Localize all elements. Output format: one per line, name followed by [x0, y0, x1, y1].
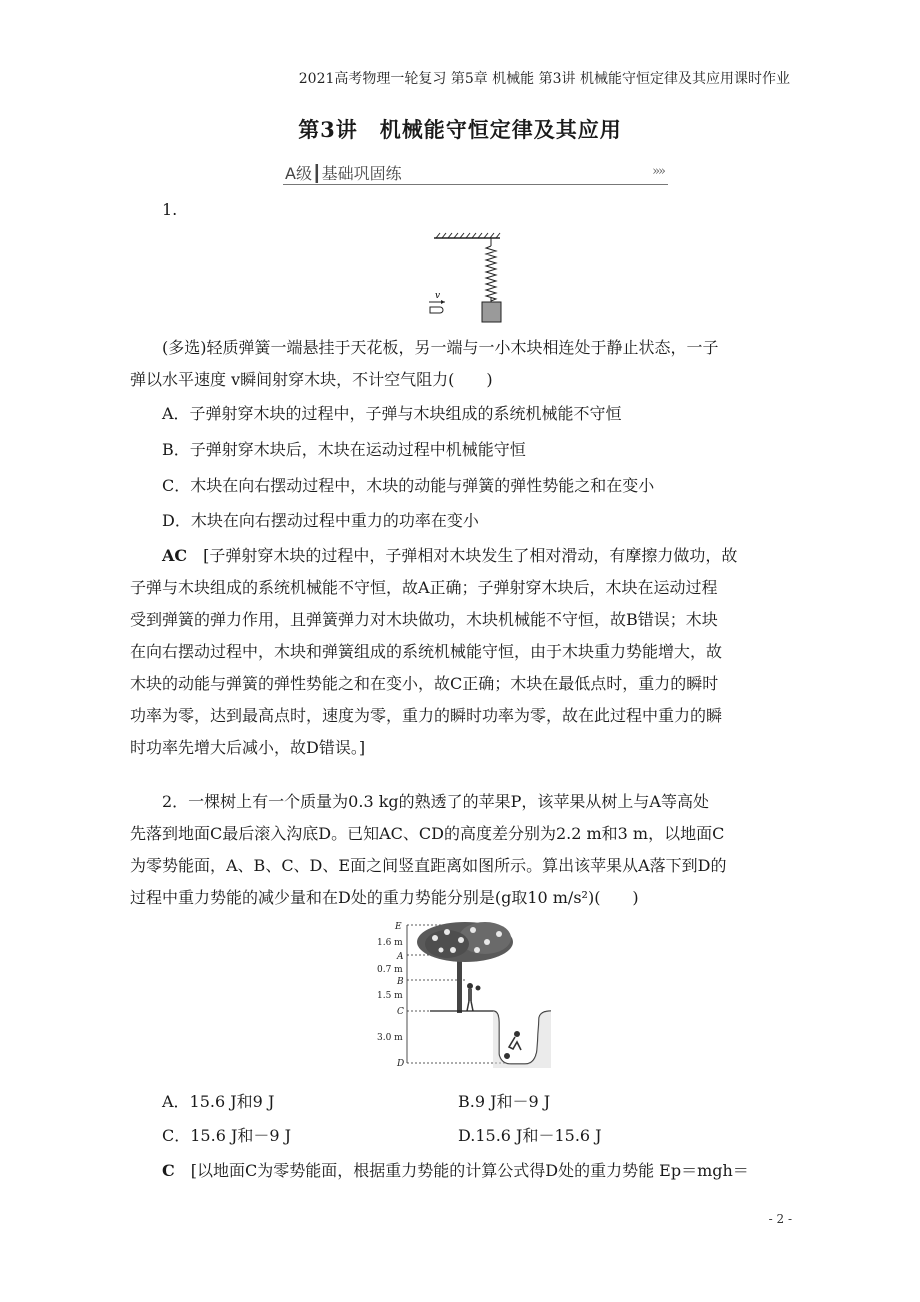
q2-stem-line1: 2．一棵树上有一个质量为0.3 kg的熟透了的苹果P，该苹果从树上与A等高处: [162, 792, 709, 811]
q2-stem-line2: 先落到地面C最后滚入沟底D。已知AC、CD的高度差分别为2.2 m和3 m，以地面C: [130, 824, 725, 843]
section-banner: [283, 160, 668, 185]
q1-explanation-line2: 子弹与木块组成的系统机械能不守恒，故A正确；子弹射穿木块后，木块在运动过程: [130, 578, 718, 597]
q1-explanation-line1: [130, 540, 792, 572]
q1-explanation-line7: 时功率先增大后减小，故D错误。]: [130, 738, 366, 757]
page-header: 2021高考物理一轮复习 第5章 机械能 第3讲 机械能守恒定律及其应用课时作业: [298, 71, 790, 87]
q1-option-b: B．子弹射穿木块后，木块在运动过程中机械能守恒: [162, 440, 526, 459]
q1-option-c: C．木块在向右摆动过程中，木块的动能与弹簧的弹性势能之和在变小: [162, 476, 655, 495]
q1-stem-line2: 弹以水平速度 v瞬间射穿木块，不计空气阻力( ): [130, 370, 493, 389]
q2-answer: C: [162, 1161, 175, 1180]
distance-ea-label: 1.6 m: [377, 938, 403, 948]
q2-option-b: B.9 J和－9 J: [458, 1092, 551, 1111]
point-a-label: A: [397, 952, 404, 962]
q1-explanation-line5: 木块的动能与弹簧的弹性势能之和在变小，故C正确；木块在最低点时，重力的瞬时: [130, 674, 719, 693]
lesson-title: 第3讲 机械能守恒定律及其应用: [298, 117, 622, 142]
page-number: - 2 -: [768, 1212, 792, 1226]
q2-stem-line4: 过程中重力势能的减少量和在D处的重力势能分别是(g取10 m/s²)( ): [130, 888, 639, 907]
q2-explanation-line1: [130, 1155, 792, 1187]
point-d-label: D: [397, 1059, 405, 1068]
point-e-label: E: [395, 922, 402, 932]
point-c-label: C: [397, 1007, 404, 1017]
distance-cd-label: 3.0 m: [377, 1033, 403, 1043]
q1-explanation-line4: 在向右摆动过程中，木块和弹簧组成的系统机械能守恒，由于木块重力势能增大，故: [130, 642, 723, 661]
q1-explanation-line3: 受到弹簧的弹力作用，且弹簧弹力对木块做功，木块机械能不守恒，故B错误；木块: [130, 610, 718, 629]
section-label: A级┃基础巩固练: [285, 164, 402, 183]
q2-option-d: D.15.6 J和－15.6 J: [458, 1126, 602, 1145]
apple-tree-figure: [375, 918, 555, 1068]
chevron-right-icon: »»: [652, 164, 664, 179]
q1-number: 1.: [162, 200, 178, 219]
q1-stem-line1: (多选)轻质弹簧一端悬挂于天花板，另一端与一小木块相连处于静止状态，一子: [162, 338, 719, 357]
distance-ab-label: 0.7 m: [377, 965, 403, 975]
q1-explanation-text1: [子弹射穿木块的过程中，子弹相对木块发生了相对滑动，有摩擦力做功，故: [203, 546, 738, 565]
q1-answer: AC: [162, 546, 188, 565]
q1-explanation-line6: 功率为零，达到最高点时，速度为零，重力的瞬时功率为零，故在此过程中重力的瞬: [130, 706, 723, 725]
q2-option-c: C．15.6 J和－9 J: [162, 1126, 292, 1145]
q2-explanation-text1: [以地面C为零势能面，根据重力势能的计算公式得D处的重力势能 Ep＝mgh＝: [190, 1161, 749, 1180]
velocity-label: v: [435, 291, 441, 301]
q2-stem-line3: 为零势能面，A、B、C、D、E面之间竖直距离如图所示。算出该苹果从A落下到D的: [130, 856, 727, 875]
distance-bc-label: 1.5 m: [377, 991, 403, 1001]
q1-option-d: D．木块在向右摆动过程中重力的功率在变小: [162, 511, 479, 530]
spring-block-figure: [420, 232, 510, 328]
q2-option-a: A．15.6 J和9 J: [162, 1092, 275, 1111]
q1-option-a: A．子弹射穿木块的过程中，子弹与木块组成的系统机械能不守恒: [162, 404, 622, 423]
point-b-label: B: [397, 977, 404, 987]
